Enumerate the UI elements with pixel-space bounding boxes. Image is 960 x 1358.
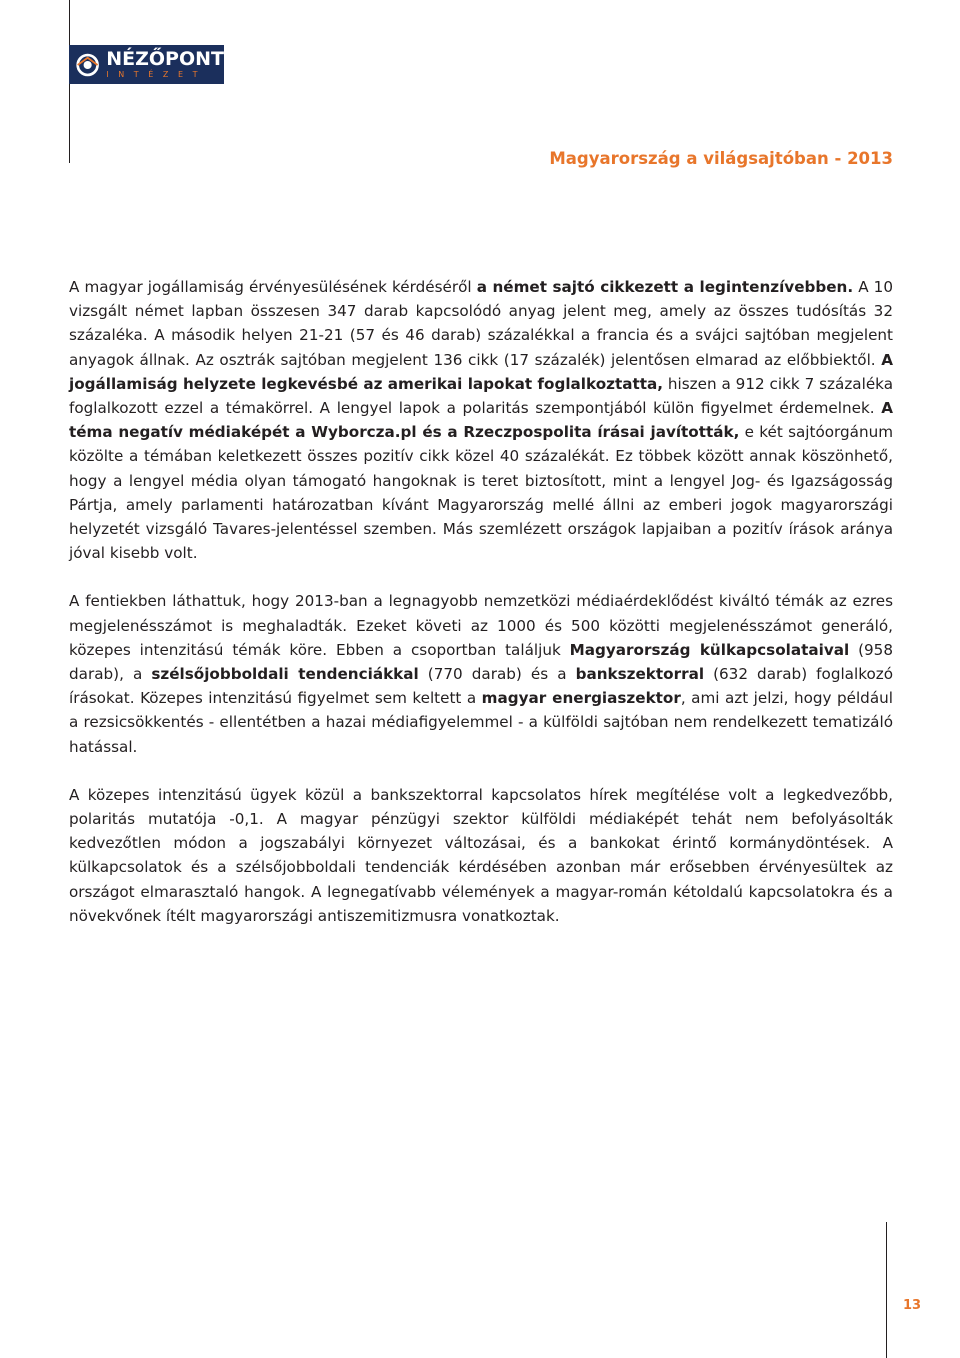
bold-text: bankszektorral	[575, 665, 705, 684]
text-segment: (958 darab), a	[69, 640, 894, 684]
logo-name: NÉZŐPONT	[106, 48, 224, 70]
bold-text: A jogállamiság helyzete legkevésbé az amerikai lapokat foglalkoztatta,	[69, 350, 893, 393]
bold-text: A téma negatív médiaképét a Wyborcza.pl és a Rzeczpospolita írásai javították,	[69, 399, 893, 442]
paragraph-2	[69, 589, 893, 758]
bold-text: Magyarország külkapcsolataival	[569, 640, 850, 659]
eye-logo-icon	[75, 51, 100, 79]
bold-text: szélsőjobboldali tendenciákkal	[151, 665, 419, 684]
paragraph-3	[69, 783, 893, 928]
body-text	[69, 275, 893, 952]
text-segment: hiszen a 912 cikk 7 százaléka foglalkozott ezzel a témakörrel. A lengyel lapok a polaritás szempontjából külön figyelmet érdemelnek.	[69, 374, 893, 418]
logo-subtitle: INTÉZET	[106, 70, 208, 79]
text-segment: A 10 vizsgált német lapban összesen 347 darab kapcsolódó anyag jelent meg, amely az összes tudósítás 32 százaléka. A második helyen 21-21 (57 és 46 darab) százalékkal a francia és a svájci sajtóban megjelent anyagok állnak. Az osztrák sajtóban megjelent 136 cikk (17 százalék) jelentősen elmarad az előbbiektől.	[69, 278, 893, 369]
text-segment: (632 darab) foglalkozó írásokat. Közepes intenzitású figyelmet sem keltett a	[69, 665, 894, 708]
page-number: 13	[903, 1298, 922, 1313]
text-segment: A közepes intenzitású ügyek közül a bankszektorral kapcsolatos hírek megítélése volt a legkedvezőbb, polaritás mutatója -0,1. A magyar pénzügyi szektor külföldi médiaképét tehát nem befolyásolták kedvezőtlen módon a jogszabályi környezet változásai, és a bankokat érintő kormánydöntések. A külkapcsolatok és a szélsőjobboldali tendenciák kérdésében azonban már erősebben érvényesültek az országot elmarasztaló hangok. A legnegatívabb vélemények a magyar-román kétoldalú kapcsolatokra és a növekvőnek ítélt magyarországi antiszemitizmusra vonatkoztak.	[69, 785, 893, 925]
nezopont-logo	[69, 45, 224, 84]
text-segment: e két sajtóorgánum közölte a témában keletkezett összes pozitív cikk közel 40 százalékát. Ez többek között annak köszönhető, hogy a lengyel média olyan támogató hangoknak is teret biztosított, mint a lengyel Jog- és Igazságosság Pártja, amely parlamenti határozatban kívánt Magyarország mellé állni az emberi jogok magyarországi helyzetét vizsgáló Tavares-jelentéssel szemben. Más szemlézett országok lapjaiban a pozitív írások aránya jóval kisebb volt.	[69, 423, 894, 563]
text-segment: A magyar jogállamiság érvényesülésének kérdéséről	[69, 278, 477, 296]
bold-text: magyar energiaszektor	[481, 689, 681, 708]
text-segment: A fentiekben láthattuk, hogy 2013-ban a legnagyobb nemzetközi médiaérdeklődést kiváltó témák az ezres megjelenésszámot is meghaladták. Ezeket követi az 1000 és 500 közötti megjelenésszámot generáló, közepes intenzitású témák köre. Ebben a csoportban találjuk	[69, 592, 893, 659]
footer-rule	[886, 1222, 887, 1358]
bold-text: a német sajtó cikkezett a legintenzívebben.	[476, 278, 854, 296]
paragraph-1	[69, 275, 893, 565]
text-segment: , ami azt jelzi, hogy például a rezsicsökkentés - ellentétben a hazai médiafigyelemmel - a külföldi sajtóban nem rendelkezett tematizáló hatással.	[69, 689, 893, 756]
logo-text	[106, 50, 224, 79]
text-segment: (770 darab) és a	[418, 665, 576, 684]
document-title: Magyarország a világsajtóban - 2013	[549, 149, 893, 168]
